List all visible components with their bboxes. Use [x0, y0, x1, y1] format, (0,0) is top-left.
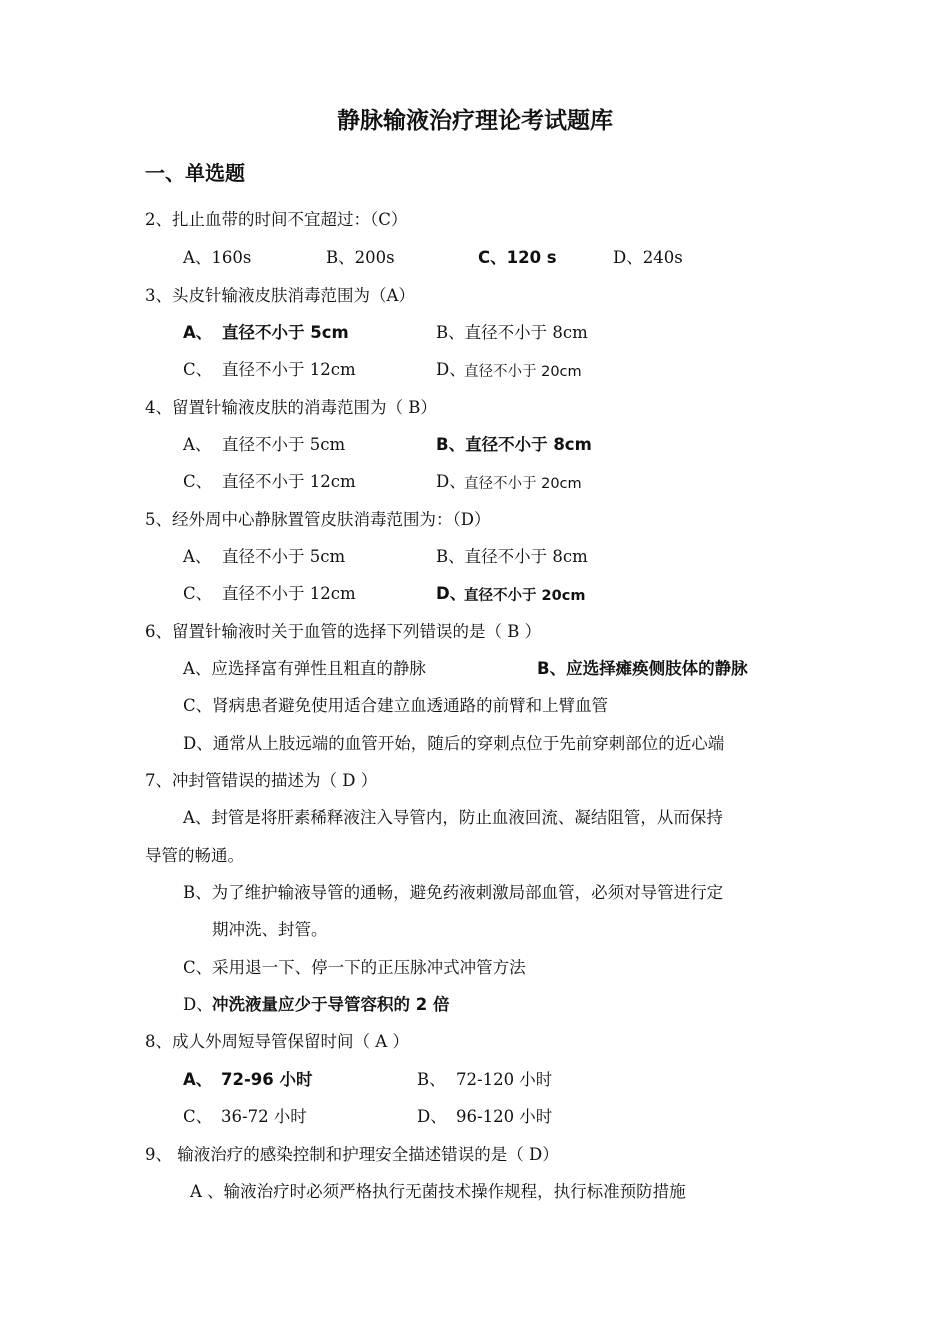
question-4-option-d: 直径不小于 20cm: [464, 476, 582, 492]
question-6-option-b: B、应选择瘫痪侧肢体的静脉: [537, 659, 748, 678]
question-8-option-c: 36-72 小时: [221, 1107, 307, 1126]
question-7-option-a-line1: A、封管是将肝素稀释液注入导管内，防止血液回流、凝结阻管，从而保持: [183, 808, 723, 827]
question-3-option-c: 直径不小于 12cm: [222, 360, 356, 379]
question-8-option-d-prefix: D、: [417, 1107, 447, 1126]
question-8-stem: 8、成人外周短导管保留时间（ A ）: [145, 1032, 409, 1051]
question-2-option-c: C、120 s: [478, 248, 557, 267]
question-6-option-a: A、应选择富有弹性且粗直的静脉: [183, 659, 426, 678]
question-8-option-b: 72-120 小时: [456, 1070, 553, 1089]
question-8-option-c-prefix: C、: [183, 1107, 213, 1126]
question-4-option-c: 直径不小于 12cm: [222, 472, 356, 491]
question-5-stem: 5、经外周中心静脉置管皮肤消毒范围为：（D）: [145, 510, 491, 529]
question-7-option-b-line2: 期冲洗、封管。: [212, 920, 328, 939]
question-8-option-d: 96-120 小时: [456, 1107, 553, 1126]
question-4-stem: 4、留置针输液皮肤的消毒范围为（ B）: [145, 398, 437, 417]
question-7-option-a-line2: 导管的畅通。: [145, 846, 244, 865]
question-2-stem: 2、扎止血带的时间不宜超过：（C）: [145, 210, 408, 229]
question-8-option-a: 72-96 小时: [221, 1070, 313, 1089]
question-7-option-b-line1: B、为了维护输液导管的通畅，避免药液刺激局部血管，必须对导管进行定: [183, 883, 724, 902]
question-6-option-c: C、肾病患者避免使用适合建立血透通路的前臂和上臂血管: [183, 696, 609, 715]
question-5-option-d: 直径不小于 20cm: [464, 588, 586, 604]
question-5-option-c: 直径不小于 12cm: [222, 584, 356, 603]
question-4-option-a: 直径不小于 5cm: [222, 435, 346, 454]
question-5-option-b: B、直径不小于 8cm: [436, 547, 588, 566]
question-5-option-d-prefix: D、: [436, 584, 467, 603]
question-7-option-c: C、采用退一下、停一下的正压脉冲式冲管方法: [183, 958, 526, 977]
question-4-option-a-prefix: A、: [183, 435, 212, 454]
question-2-option-a: A、160s: [183, 248, 252, 267]
question-3-stem: 3、头皮针输液皮肤消毒范围为（A）: [145, 286, 415, 305]
question-3-option-a-prefix: A、: [183, 323, 213, 342]
question-4-option-d-prefix: D、: [436, 472, 466, 491]
question-5-option-a: 直径不小于 5cm: [222, 547, 346, 566]
question-8-option-b-prefix: B、: [417, 1070, 446, 1089]
question-3-option-d: 直径不小于 20cm: [464, 364, 582, 380]
question-2-option-d: D、240s: [613, 248, 683, 267]
question-6-stem: 6、留置针输液时关于血管的选择下列错误的是（ B ）: [145, 622, 542, 641]
question-6-option-d: D、通常从上肢远端的血管开始，随后的穿刺点位于先前穿刺部位的近心端: [183, 734, 725, 753]
question-2-option-b: B、200s: [326, 248, 395, 267]
question-3-option-b: B、直径不小于 8cm: [436, 323, 588, 342]
question-8-option-a-prefix: A、: [183, 1070, 213, 1089]
question-3-option-d-prefix: D、: [436, 360, 466, 379]
section-heading: 一、单选题: [145, 161, 245, 185]
question-7-option-d: 冲洗液量应少于导管容积的 2 倍: [212, 995, 450, 1014]
page-title: 静脉输液治疗理论考试题库: [337, 108, 613, 134]
question-4-option-b: B、直径不小于 8cm: [436, 435, 592, 454]
question-9-option-a: A 、输液治疗时必须严格执行无菌技术操作规程，执行标准预防措施: [190, 1182, 686, 1201]
question-5-option-a-prefix: A、: [183, 547, 212, 566]
question-7-stem: 7、冲封管错误的描述为（ D ）: [145, 771, 378, 790]
question-3-option-c-prefix: C、: [183, 360, 213, 379]
question-4-option-c-prefix: C、: [183, 472, 213, 491]
question-7-option-d-prefix: D、: [183, 995, 213, 1014]
question-3-option-a: 直径不小于 5cm: [222, 323, 349, 342]
question-9-stem: 9、 输液治疗的感染控制和护理安全描述错误的是（ D）: [145, 1145, 559, 1164]
question-5-option-c-prefix: C、: [183, 584, 213, 603]
